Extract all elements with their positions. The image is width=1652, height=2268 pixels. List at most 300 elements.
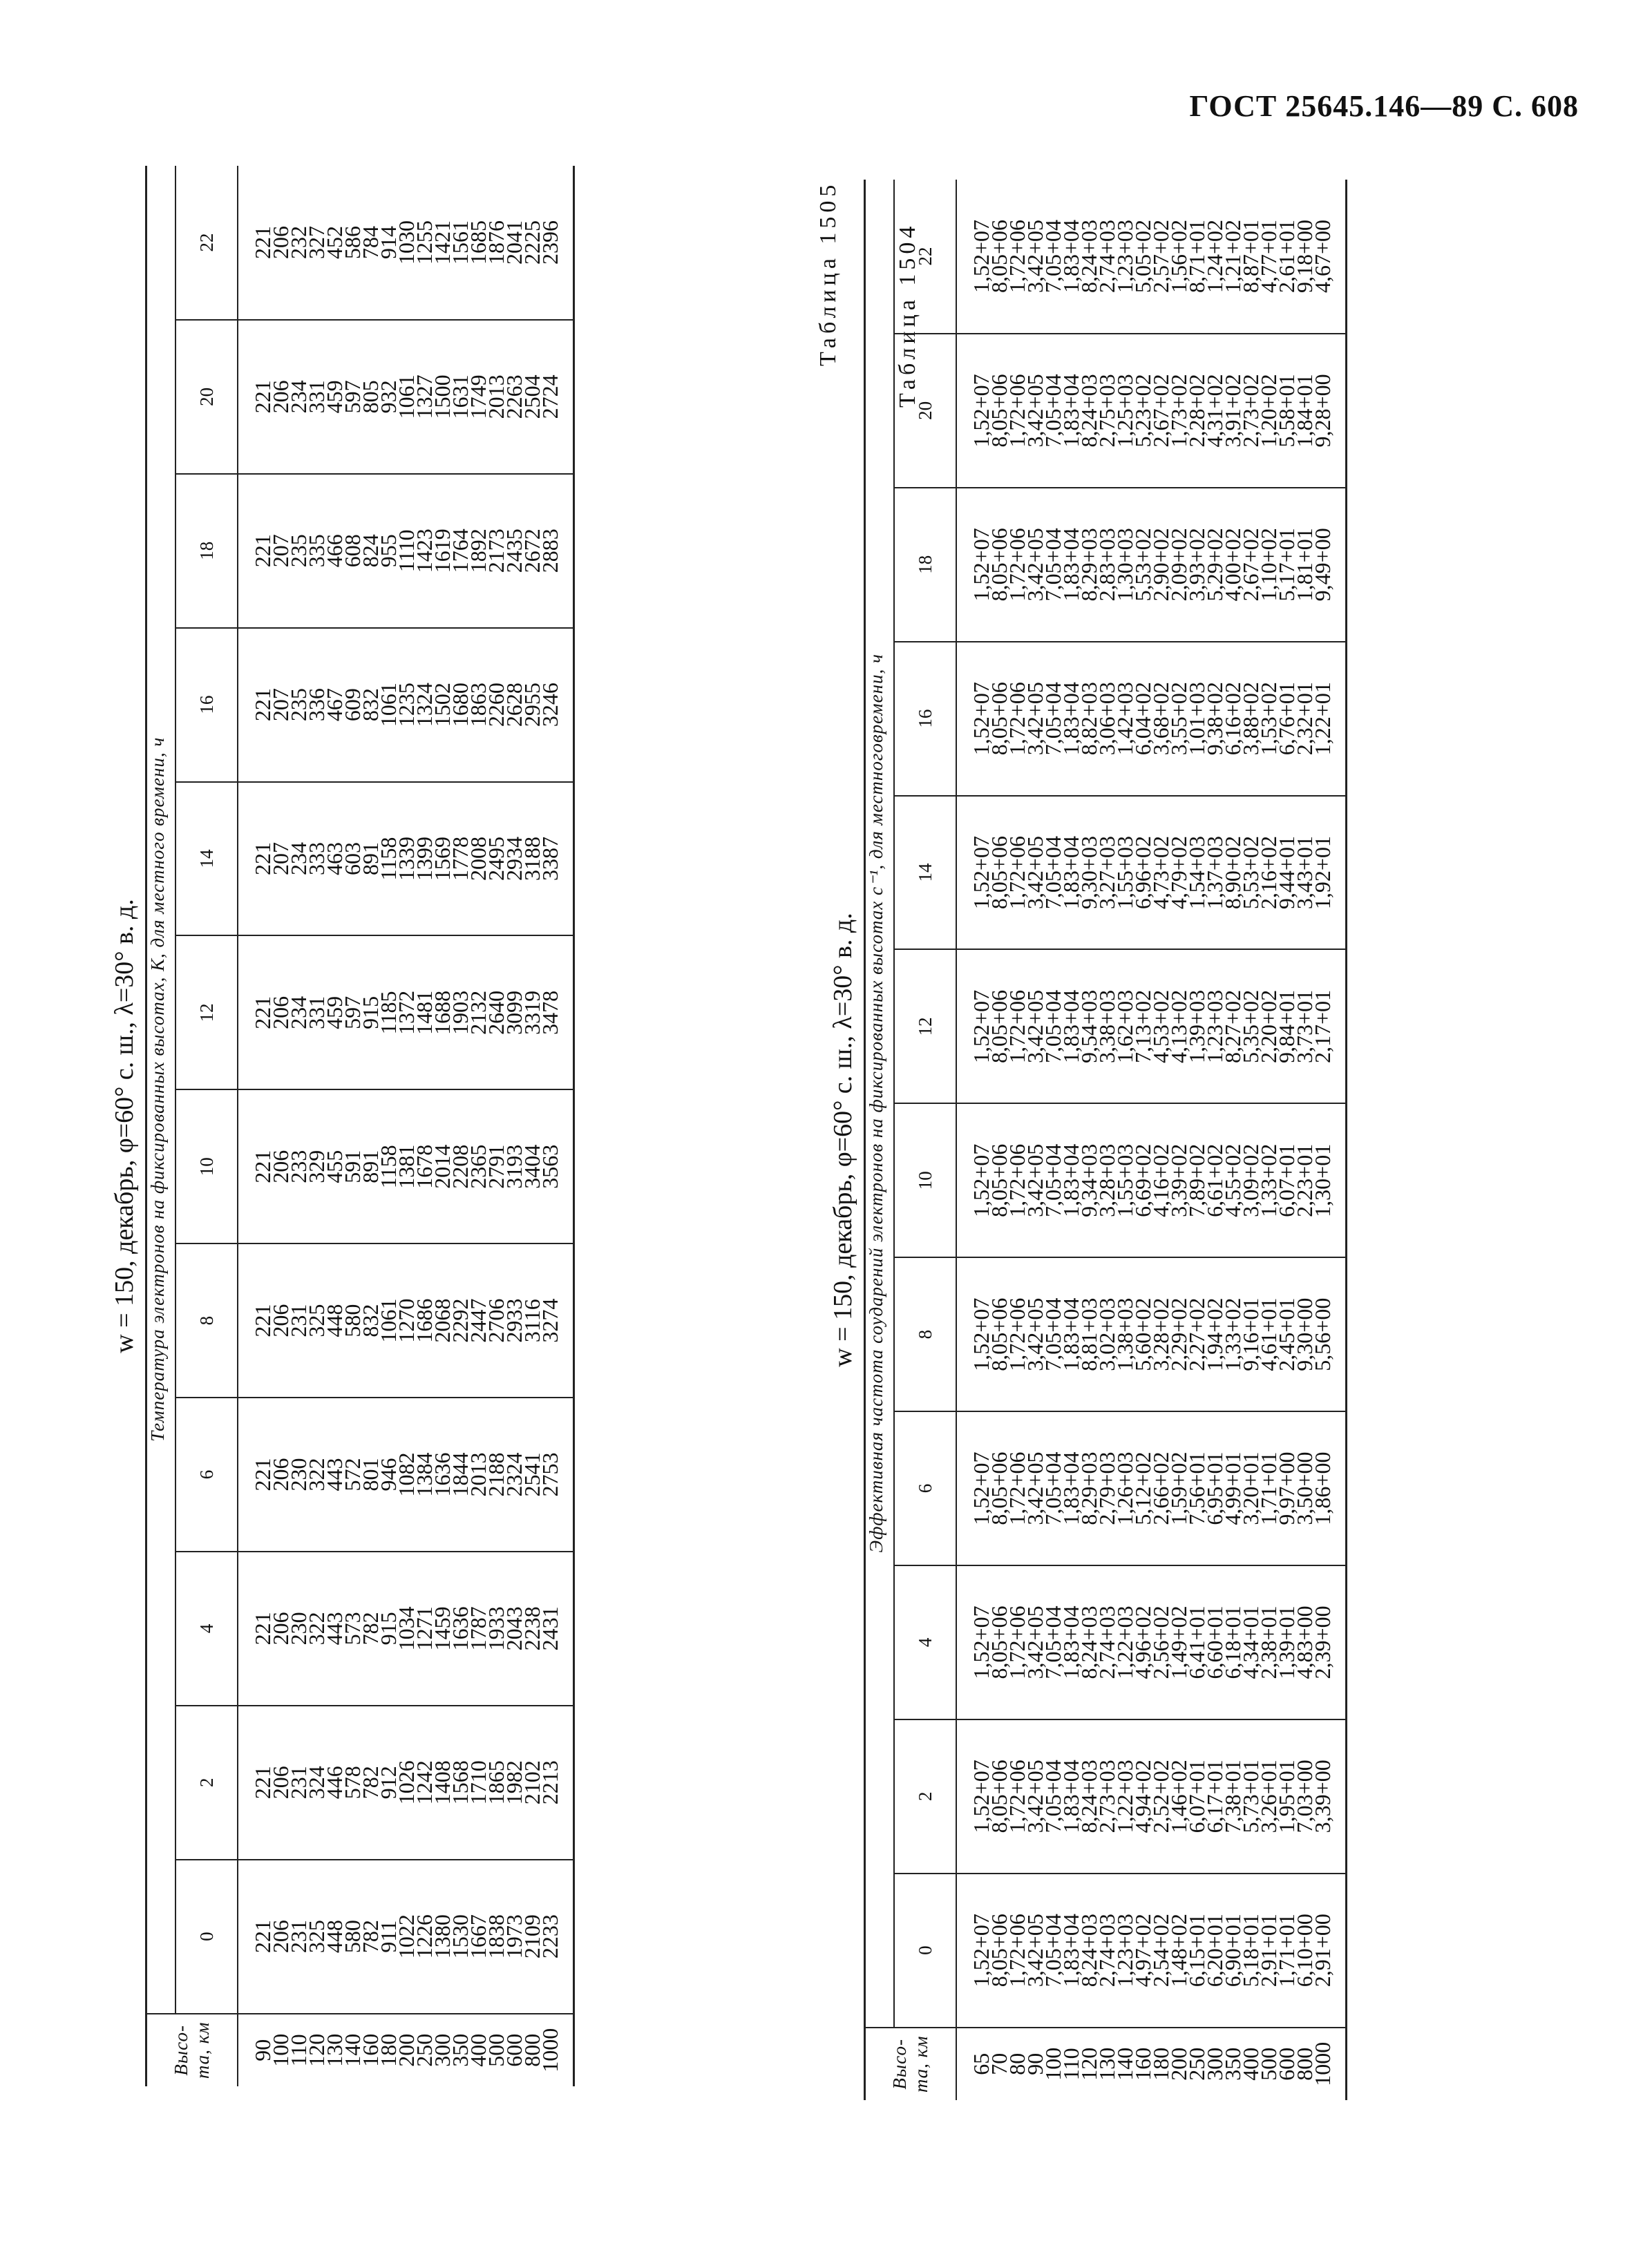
cell-value: 2,45+01 bbox=[1274, 1297, 1299, 1371]
cell-value: 8,05+06 bbox=[987, 1760, 1012, 1833]
cell-value: 9,44+01 bbox=[1274, 836, 1299, 910]
cell-value: 8,24+03 bbox=[1076, 374, 1101, 448]
cell-value: 6,69+02 bbox=[1130, 1143, 1155, 1217]
cell-value: 1061 bbox=[376, 683, 401, 727]
cell-value: 1787 bbox=[466, 1606, 491, 1651]
cell-value: 2431 bbox=[538, 1606, 562, 1651]
cell-value: 1,83+04 bbox=[1058, 528, 1083, 602]
cell-value: 233 bbox=[286, 1150, 311, 1183]
cell-value: 231 bbox=[286, 1766, 311, 1800]
cell-value: 9,84+01 bbox=[1274, 989, 1299, 1063]
cell-value: 6,90+01 bbox=[1220, 1914, 1245, 1988]
cell-value: 2435 bbox=[502, 528, 526, 573]
cell-value: 2,74+03 bbox=[1094, 219, 1119, 294]
cell-value: 832 bbox=[358, 688, 383, 722]
cell-value: 1680 bbox=[448, 683, 473, 727]
cell-value: 8,82+03 bbox=[1076, 682, 1101, 756]
cell-value: 2213 bbox=[538, 1760, 562, 1805]
cell-value: 6,07+01 bbox=[1274, 1143, 1299, 1217]
cell-value: 1,83+04 bbox=[1058, 1760, 1083, 1833]
height-value: 300 bbox=[1202, 2047, 1227, 2081]
cell-value: 206 bbox=[268, 225, 293, 259]
cell-value: 1339 bbox=[394, 837, 419, 882]
hour-header: 12 bbox=[175, 935, 238, 1089]
cell-value: 597 bbox=[340, 380, 365, 414]
cell-value: 9,97+00 bbox=[1274, 1451, 1299, 1525]
cell-value: 9,54+03 bbox=[1076, 989, 1101, 1063]
cell-value: 8,05+06 bbox=[987, 989, 1012, 1063]
height-value: 65 bbox=[969, 2052, 994, 2075]
cell-value: 1,42+03 bbox=[1112, 682, 1137, 756]
height-value: 110 bbox=[1058, 2048, 1083, 2081]
cell-value: 586 bbox=[340, 225, 365, 259]
cell-value: 1,52+07 bbox=[969, 374, 994, 448]
hour-header: 6 bbox=[175, 1398, 238, 1552]
cell-value: 206 bbox=[268, 1766, 293, 1800]
cell-value: 322 bbox=[304, 1612, 329, 1646]
cell-value: 4,94+02 bbox=[1130, 1760, 1155, 1833]
cell-value: 207 bbox=[268, 688, 293, 722]
cell-value: 4,61+01 bbox=[1256, 1297, 1281, 1371]
cell-value: 1226 bbox=[412, 1914, 437, 1959]
cell-value: 1,24+02 bbox=[1202, 219, 1227, 294]
cell-value: 1561 bbox=[448, 220, 473, 265]
cell-value: 1,92+01 bbox=[1310, 836, 1335, 910]
cell-value: 221 bbox=[250, 380, 275, 414]
cell-value: 1778 bbox=[448, 837, 473, 882]
cell-value: 9,34+03 bbox=[1076, 1143, 1101, 1217]
cell-value: 3563 bbox=[538, 1144, 562, 1189]
hour-header: 2 bbox=[175, 1706, 238, 1860]
cell-value: 784 bbox=[358, 225, 383, 259]
cell-value: 1685 bbox=[466, 220, 491, 265]
cell-value: 3193 bbox=[502, 1144, 526, 1189]
cell-value: 3,42+05 bbox=[1023, 989, 1047, 1063]
cell-value: 2233 bbox=[538, 1914, 562, 1959]
cell-value: 8,87+01 bbox=[1238, 219, 1263, 294]
cell-value: 1110 bbox=[394, 529, 419, 573]
cell-value: 6,20+01 bbox=[1202, 1914, 1227, 1988]
cell-value: 2,57+02 bbox=[1148, 219, 1173, 294]
cell-value: 206 bbox=[268, 995, 293, 1029]
cell-value: 932 bbox=[376, 380, 401, 414]
cell-value: 801 bbox=[358, 1458, 383, 1492]
cell-value: 2,39+00 bbox=[1310, 1605, 1335, 1679]
cell-value: 327 bbox=[304, 225, 329, 259]
cell-value: 3188 bbox=[520, 837, 544, 882]
table2 bbox=[864, 180, 1347, 2100]
cell-value: 1158 bbox=[376, 837, 401, 881]
cell-value: 466 bbox=[322, 534, 347, 568]
cell-value: 207 bbox=[268, 842, 293, 876]
cell-value: 2,29+02 bbox=[1166, 1297, 1191, 1371]
cell-value: 2934 bbox=[502, 837, 526, 882]
cell-value: 9,38+02 bbox=[1202, 682, 1227, 756]
cell-value: 4,16+02 bbox=[1148, 1143, 1173, 1217]
cell-value: 1,52+07 bbox=[969, 219, 994, 294]
cell-value: 1,83+04 bbox=[1058, 682, 1083, 756]
cell-value: 1,46+02 bbox=[1166, 1760, 1191, 1833]
cell-value: 4,00+02 bbox=[1220, 528, 1245, 602]
cell-value: 5,29+02 bbox=[1202, 528, 1227, 602]
cell-value: 1,83+04 bbox=[1058, 219, 1083, 294]
cell-value: 1844 bbox=[448, 1452, 473, 1497]
cell-value: 1,23+03 bbox=[1112, 1914, 1137, 1988]
height-value: 400 bbox=[466, 2033, 491, 2067]
cell-value: 8,05+06 bbox=[987, 1605, 1012, 1679]
cell-value: 2,52+02 bbox=[1148, 1760, 1173, 1833]
cell-value: 7,05+04 bbox=[1041, 989, 1065, 1063]
cell-value: 1,55+03 bbox=[1112, 836, 1137, 910]
cell-value: 1710 bbox=[466, 1760, 491, 1805]
cell-value: 7,38+01 bbox=[1220, 1760, 1245, 1833]
cell-value: 2791 bbox=[484, 1144, 509, 1189]
cell-value: 3,28+03 bbox=[1094, 1143, 1119, 1217]
cell-value: 443 bbox=[322, 1612, 347, 1646]
cell-value: 4,83+00 bbox=[1292, 1605, 1317, 1679]
cell-value: 448 bbox=[322, 1920, 347, 1954]
cell-value: 3478 bbox=[538, 990, 562, 1035]
page-header: ГОСТ 25645.146—89 С. 608 bbox=[1189, 89, 1579, 123]
cell-value: 2,56+02 bbox=[1148, 1605, 1173, 1679]
cell-value: 234 bbox=[286, 380, 311, 414]
height-value: 120 bbox=[1076, 2047, 1101, 2081]
cell-value: 1,71+01 bbox=[1274, 1914, 1299, 1988]
cell-value: 1,84+01 bbox=[1292, 374, 1317, 448]
cell-value: 609 bbox=[340, 688, 365, 722]
cell-value: 4,31+02 bbox=[1202, 374, 1227, 448]
cell-value: 1636 bbox=[430, 1452, 455, 1497]
cell-value: 1,59+02 bbox=[1166, 1451, 1191, 1525]
cell-value: 1327 bbox=[412, 374, 437, 419]
cell-value: 452 bbox=[322, 225, 347, 259]
cell-value: 1,54+03 bbox=[1184, 836, 1209, 910]
cell-value: 3,42+05 bbox=[1023, 219, 1047, 294]
cell-value: 2724 bbox=[538, 374, 562, 419]
cell-value: 221 bbox=[250, 688, 275, 722]
value-column bbox=[238, 1243, 574, 1398]
cell-value: 1,38+03 bbox=[1112, 1297, 1137, 1371]
cell-value: 1764 bbox=[448, 528, 473, 573]
height-value: 350 bbox=[448, 2033, 473, 2067]
cell-value: 5,18+01 bbox=[1238, 1914, 1263, 1988]
cell-value: 1,22+03 bbox=[1112, 1760, 1137, 1833]
cell-value: 3099 bbox=[502, 990, 526, 1035]
cell-value: 1,83+04 bbox=[1058, 1297, 1083, 1371]
cell-value: 1,52+07 bbox=[969, 682, 994, 756]
cell-value: 805 bbox=[358, 380, 383, 414]
cell-value: 2541 bbox=[520, 1452, 544, 1497]
cell-value: 8,24+03 bbox=[1076, 1605, 1101, 1679]
cell-value: 1,49+02 bbox=[1166, 1605, 1191, 1679]
value-column bbox=[956, 1257, 1347, 1411]
height-value: 500 bbox=[1256, 2047, 1281, 2081]
cell-value: 2013 bbox=[466, 1452, 491, 1497]
cell-value: 9,16+01 bbox=[1238, 1297, 1263, 1371]
cell-value: 1271 bbox=[412, 1606, 437, 1651]
height-value: 250 bbox=[412, 2033, 437, 2067]
cell-value: 1,72+06 bbox=[1005, 219, 1029, 294]
hour-header: 4 bbox=[894, 1565, 956, 1719]
cell-value: 2,73+02 bbox=[1238, 374, 1263, 448]
cell-value: 6,95+01 bbox=[1202, 1451, 1227, 1525]
height-value: 350 bbox=[1220, 2047, 1245, 2081]
cell-value: 7,05+04 bbox=[1041, 1760, 1065, 1833]
table1 bbox=[145, 166, 575, 2086]
cell-value: 1,72+06 bbox=[1005, 1451, 1029, 1525]
height-value: 130 bbox=[1094, 2047, 1119, 2081]
cell-value: 912 bbox=[376, 1766, 401, 1800]
cell-value: 6,18+01 bbox=[1220, 1605, 1245, 1679]
cell-value: 230 bbox=[286, 1458, 311, 1492]
cell-value: 1158 bbox=[376, 1145, 401, 1189]
cell-value: 324 bbox=[304, 1766, 329, 1800]
cell-value: 8,29+03 bbox=[1076, 528, 1101, 602]
cell-value: 1061 bbox=[376, 1298, 401, 1343]
cell-value: 230 bbox=[286, 1612, 311, 1646]
cell-value: 891 bbox=[358, 842, 383, 876]
cell-value: 3404 bbox=[520, 1144, 544, 1189]
height-value: 130 bbox=[322, 2033, 347, 2067]
value-column bbox=[956, 949, 1347, 1103]
cell-value: 6,04+02 bbox=[1130, 682, 1155, 756]
cell-value: 5,23+02 bbox=[1130, 374, 1155, 448]
height-value: 180 bbox=[1148, 2047, 1173, 2081]
height-value: 600 bbox=[502, 2033, 526, 2067]
cell-value: 221 bbox=[250, 1458, 275, 1492]
cell-value: 2,09+02 bbox=[1166, 528, 1191, 602]
cell-value: 8,81+03 bbox=[1076, 1297, 1101, 1371]
hour-header: 20 bbox=[894, 334, 956, 488]
cell-value: 1,21+02 bbox=[1220, 219, 1245, 294]
cell-value: 221 bbox=[250, 1766, 275, 1800]
cell-value: 5,12+02 bbox=[1130, 1451, 1155, 1525]
cell-value: 1,72+06 bbox=[1005, 682, 1029, 756]
cell-value: 3,42+05 bbox=[1023, 1605, 1047, 1679]
cell-value: 2672 bbox=[520, 528, 544, 573]
table1-height-header: Высо-та, км bbox=[146, 2014, 238, 2086]
cell-value: 3,42+05 bbox=[1023, 682, 1047, 756]
cell-value: 234 bbox=[286, 995, 311, 1029]
cell-value: 1619 bbox=[430, 528, 455, 573]
cell-value: 6,61+02 bbox=[1202, 1143, 1227, 1217]
cell-value: 1,72+06 bbox=[1005, 1760, 1029, 1833]
cell-value: 1,83+04 bbox=[1058, 1143, 1083, 1217]
cell-value: 1030 bbox=[394, 220, 419, 265]
cell-value: 2,28+02 bbox=[1184, 374, 1209, 448]
cell-value: 2,16+02 bbox=[1256, 836, 1281, 910]
cell-value: 325 bbox=[304, 1920, 329, 1954]
hour-header: 0 bbox=[894, 1874, 956, 2028]
cell-value: 3,39+02 bbox=[1166, 1143, 1191, 1217]
cell-value: 1,72+06 bbox=[1005, 989, 1029, 1063]
cell-value: 1,83+04 bbox=[1058, 1605, 1083, 1679]
cell-value: 1,30+03 bbox=[1112, 528, 1137, 602]
cell-value: 7,05+04 bbox=[1041, 1297, 1065, 1371]
cell-value: 2173 bbox=[484, 528, 509, 573]
hour-header: 18 bbox=[175, 474, 238, 628]
cell-value: 2,67+02 bbox=[1238, 528, 1263, 602]
cell-value: 5,73+01 bbox=[1238, 1760, 1263, 1833]
cell-value: 2,17+01 bbox=[1310, 989, 1335, 1063]
cell-value: 2225 bbox=[520, 220, 544, 265]
cell-value: 1061 bbox=[394, 374, 419, 419]
value-column bbox=[956, 334, 1347, 488]
height-value: 100 bbox=[1041, 2047, 1065, 2081]
height-value: 80 bbox=[1005, 2052, 1029, 2075]
value-column bbox=[956, 642, 1347, 796]
value-column bbox=[238, 782, 574, 936]
cell-value: 1,52+07 bbox=[969, 1760, 994, 1833]
cell-value: 325 bbox=[304, 1304, 329, 1337]
cell-value: 3116 bbox=[520, 1299, 544, 1343]
cell-value: 915 bbox=[358, 995, 383, 1029]
cell-value: 1,83+04 bbox=[1058, 989, 1083, 1063]
cell-value: 3,26+01 bbox=[1256, 1760, 1281, 1833]
cell-value: 2263 bbox=[502, 374, 526, 419]
cell-value: 2955 bbox=[520, 683, 544, 727]
cell-value: 1631 bbox=[448, 374, 473, 419]
cell-value: 1255 bbox=[412, 220, 437, 265]
table1-group-header: Температура электронов на фиксированных высотах, К, для местного времени, ч bbox=[146, 166, 176, 2014]
height-value: 180 bbox=[376, 2033, 401, 2067]
cell-value: 7,13+02 bbox=[1130, 989, 1155, 1063]
cell-value: 322 bbox=[304, 1458, 329, 1492]
cell-value: 2365 bbox=[466, 1144, 491, 1189]
cell-value: 1,39+03 bbox=[1184, 989, 1209, 1063]
cell-value: 2292 bbox=[448, 1298, 473, 1343]
cell-value: 608 bbox=[340, 534, 365, 568]
cell-value: 329 bbox=[304, 1150, 329, 1183]
cell-value: 459 bbox=[322, 380, 347, 414]
cell-value: 3,50+00 bbox=[1292, 1451, 1317, 1525]
cell-value: 782 bbox=[358, 1766, 383, 1800]
cell-value: 1,10+02 bbox=[1256, 528, 1281, 602]
height-value: 70 bbox=[987, 2052, 1012, 2075]
cell-value: 1686 bbox=[412, 1298, 437, 1343]
cell-value: 1,72+06 bbox=[1005, 836, 1029, 910]
cell-value: 1384 bbox=[412, 1452, 437, 1497]
cell-value: 1,56+02 bbox=[1166, 219, 1191, 294]
cell-value: 4,13+02 bbox=[1166, 989, 1191, 1063]
cell-value: 580 bbox=[340, 1920, 365, 1954]
cell-value: 9,49+00 bbox=[1310, 528, 1335, 602]
cell-value: 6,60+01 bbox=[1202, 1605, 1227, 1679]
cell-value: 946 bbox=[376, 1458, 401, 1492]
cell-value: 6,76+01 bbox=[1274, 682, 1299, 756]
table2-title: w = 150, декабрь, φ=60° с. ш., λ=30° в. д. bbox=[828, 913, 857, 1367]
cell-value: 8,05+06 bbox=[987, 1143, 1012, 1217]
hour-header: 10 bbox=[175, 1089, 238, 1243]
cell-value: 2,27+02 bbox=[1184, 1297, 1209, 1371]
cell-value: 1749 bbox=[466, 374, 491, 419]
cell-value: 7,05+04 bbox=[1041, 1451, 1065, 1525]
cell-value: 7,56+01 bbox=[1184, 1451, 1209, 1525]
cell-value: 3,39+00 bbox=[1310, 1760, 1335, 1833]
cell-value: 1678 bbox=[412, 1144, 437, 1189]
cell-value: 4,53+02 bbox=[1148, 989, 1173, 1063]
table1-label: Таблица 1504 bbox=[895, 222, 920, 408]
cell-value: 1500 bbox=[430, 374, 455, 419]
table2-label: Таблица 1505 bbox=[815, 180, 841, 366]
height-value: 100 bbox=[268, 2033, 293, 2067]
cell-value: 3,68+02 bbox=[1148, 682, 1173, 756]
value-column bbox=[238, 628, 574, 782]
hour-header: 4 bbox=[175, 1552, 238, 1706]
value-column bbox=[956, 1411, 1347, 1565]
cell-value: 2188 bbox=[484, 1452, 509, 1497]
cell-value: 8,71+01 bbox=[1184, 219, 1209, 294]
cell-value: 2043 bbox=[502, 1606, 526, 1651]
height-column bbox=[238, 2014, 574, 2086]
value-column bbox=[956, 796, 1347, 950]
cell-value: 1324 bbox=[412, 683, 437, 727]
cell-value: 1,52+07 bbox=[969, 1914, 994, 1988]
cell-value: 1270 bbox=[394, 1298, 419, 1343]
cell-value: 2,66+02 bbox=[1148, 1451, 1173, 1525]
cell-value: 9,30+03 bbox=[1076, 836, 1101, 910]
cell-value: 446 bbox=[322, 1766, 347, 1800]
cell-value: 4,34+01 bbox=[1238, 1605, 1263, 1679]
cell-value: 5,05+02 bbox=[1130, 219, 1155, 294]
cell-value: 207 bbox=[268, 534, 293, 568]
cell-value: 1,52+07 bbox=[969, 1451, 994, 1525]
cell-value: 6,96+02 bbox=[1130, 836, 1155, 910]
height-value: 800 bbox=[520, 2033, 544, 2067]
cell-value: 8,27+02 bbox=[1220, 989, 1245, 1063]
cell-value: 1185 bbox=[376, 991, 401, 1035]
hour-header: 20 bbox=[175, 320, 238, 474]
height-column bbox=[956, 2028, 1347, 2100]
cell-value: 8,24+03 bbox=[1076, 1760, 1101, 1833]
hour-header: 14 bbox=[894, 796, 956, 950]
cell-value: 2109 bbox=[520, 1914, 544, 1959]
cell-value: 8,29+03 bbox=[1076, 1451, 1101, 1525]
cell-value: 8,24+03 bbox=[1076, 1914, 1101, 1988]
cell-value: 2447 bbox=[466, 1298, 491, 1343]
cell-value: 1876 bbox=[484, 220, 509, 265]
cell-value: 1,94+02 bbox=[1202, 1297, 1227, 1371]
cell-value: 1,22+03 bbox=[1112, 1605, 1137, 1679]
cell-value: 1903 bbox=[448, 990, 473, 1035]
cell-value: 232 bbox=[286, 225, 311, 259]
cell-value: 1022 bbox=[394, 1914, 419, 1959]
cell-value: 1235 bbox=[394, 683, 419, 727]
height-value: 300 bbox=[430, 2033, 455, 2067]
cell-value: 1892 bbox=[466, 528, 491, 573]
cell-value: 3,20+01 bbox=[1238, 1451, 1263, 1525]
cell-value: 5,35+02 bbox=[1238, 989, 1263, 1063]
height-value: 200 bbox=[394, 2033, 419, 2067]
cell-value: 6,17+01 bbox=[1202, 1760, 1227, 1833]
cell-value: 911 bbox=[376, 1920, 401, 1953]
cell-value: 3,27+03 bbox=[1094, 836, 1119, 910]
cell-value: 1399 bbox=[412, 837, 437, 882]
cell-value: 3,28+02 bbox=[1148, 1297, 1173, 1371]
height-value: 600 bbox=[1274, 2047, 1299, 2081]
cell-value: 1,72+06 bbox=[1005, 1143, 1029, 1217]
cell-value: 221 bbox=[250, 995, 275, 1029]
cell-value: 4,77+01 bbox=[1256, 219, 1281, 294]
cell-value: 4,97+02 bbox=[1130, 1914, 1155, 1988]
cell-value: 2102 bbox=[520, 1760, 544, 1805]
cell-value: 1,55+03 bbox=[1112, 1143, 1137, 1217]
cell-value: 3274 bbox=[538, 1298, 562, 1343]
cell-value: 3,06+03 bbox=[1094, 682, 1119, 756]
cell-value: 331 bbox=[304, 380, 329, 414]
cell-value: 7,05+04 bbox=[1041, 1914, 1065, 1988]
cell-value: 3,91+02 bbox=[1220, 374, 1245, 448]
